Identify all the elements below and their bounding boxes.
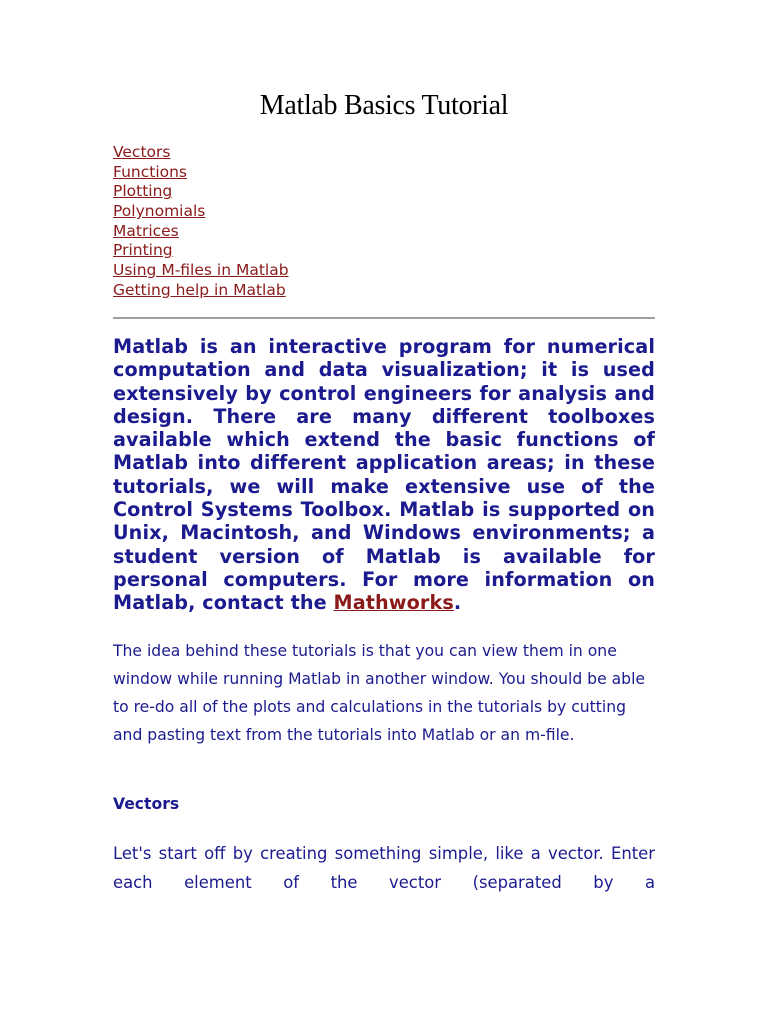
intro-period: . [453, 591, 462, 615]
toc-link-plotting[interactable]: Plotting [113, 182, 173, 201]
toc-item-functions [113, 163, 289, 183]
toc-link-matrices[interactable]: Matrices [113, 221, 179, 240]
idea-paragraph: The idea behind these tutorials is that you can view them in one window while running Matlab in another window. You should be able to re-do all of the plots and calculations in the tutorials by cutting and pasting text from the tutorials into Matlab or an m-file. [113, 642, 646, 744]
toc-item-m-files [113, 261, 289, 281]
toc-link-vectors[interactable]: Vectors [113, 143, 171, 161]
toc-link-functions[interactable]: Functions [113, 162, 188, 181]
intro-text: Matlab is an interactive program for numerical computation and data visualization; it is used extensively by control engineers for analysis and design. There are many different toolboxes available which extend the basic functions of Matlab into different application areas; in these tutorials, we will make extensive use of the Control Systems Toolbox. Matlab is supported on Unix, Macintosh, and Windows environments; a student version of Matlab is available for personal computers. For more information on Matlab, contact the [113, 335, 655, 615]
toc-item-vectors [113, 143, 289, 163]
toc-link-polynomials[interactable]: Polynomials [113, 202, 206, 221]
vectors-paragraph: Let's start off by creating something simple, like a vector. Enter each element of the vector (separated by a [113, 844, 655, 892]
toc-item-help [113, 281, 289, 301]
toc-link-m-files[interactable]: Using M-files in Matlab [113, 261, 289, 280]
toc-link-printing[interactable]: Printing [113, 241, 173, 260]
toc-item-matrices [113, 222, 289, 242]
toc-item-printing [113, 241, 289, 261]
table-of-contents [113, 143, 289, 301]
vectors-heading: Vectors [113, 795, 180, 813]
toc-item-plotting [113, 182, 289, 202]
intro-paragraph [113, 335, 655, 615]
horizontal-divider [113, 317, 655, 319]
toc-item-polynomials [113, 202, 289, 222]
toc-link-help[interactable]: Getting help in Matlab [113, 280, 286, 299]
mathworks-link[interactable]: Mathworks [333, 591, 454, 615]
page-title: Matlab Basics Tutorial [259, 90, 509, 121]
